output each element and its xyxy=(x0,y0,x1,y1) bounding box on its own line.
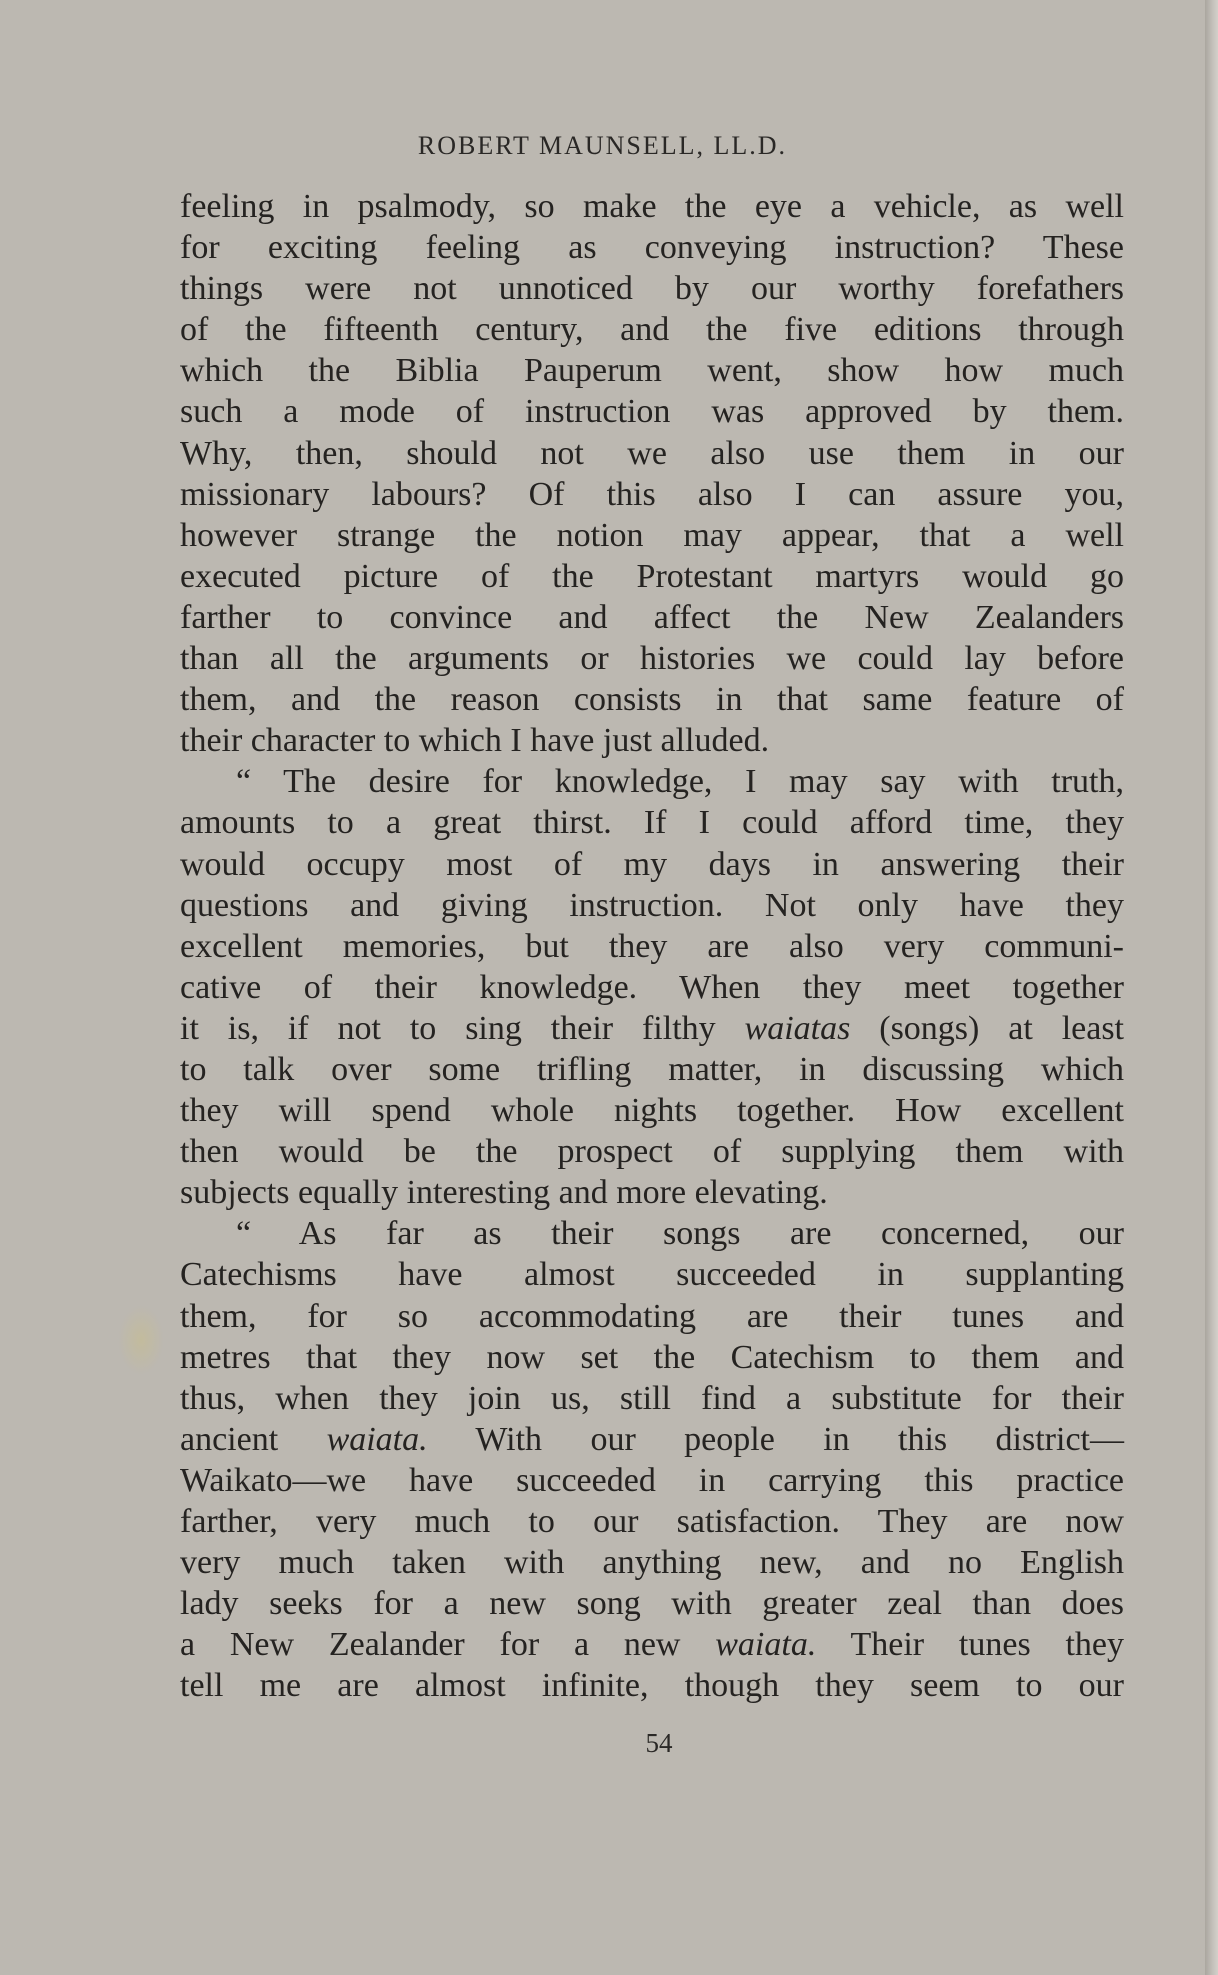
text-line: them, for so accommodating are their tunes and xyxy=(180,1297,1124,1335)
text-line: than all the arguments or histories we could lay before xyxy=(180,640,1124,678)
body-text xyxy=(180,186,1124,1706)
text-run: it is, if not to sing their filthy xyxy=(180,1009,745,1047)
text-line: then would be the prospect of supplying them with xyxy=(180,1133,1124,1171)
text-run: With our people in this district— xyxy=(427,1420,1124,1458)
text-line: for exciting feeling as conveying instruction? These xyxy=(180,229,1124,267)
text-run: (songs) at least xyxy=(850,1009,1124,1047)
text-line-with-italic xyxy=(180,1624,1124,1665)
text-line: Why, then, should not we also use them in our xyxy=(180,434,1124,472)
text-line: feeling in psalmody, so make the eye a vehicle, as well xyxy=(180,188,1124,225)
page-edge-shadow xyxy=(1205,0,1218,1975)
italic-word: waiata. xyxy=(326,1420,428,1458)
text-line: things were not unnoticed by our worthy forefathers xyxy=(180,270,1124,308)
italic-word: waiata. xyxy=(715,1626,817,1664)
paragraph-end-line: subjects equally interesting and more elevating. xyxy=(180,1174,828,1212)
text-line-with-italic xyxy=(180,1419,1124,1460)
italic-word: waiatas xyxy=(744,1009,851,1047)
text-line: cative of their knowledge. When they meet together xyxy=(180,968,1124,1006)
text-line: excellent memories, but they are also very communi- xyxy=(180,927,1124,965)
text-line: of the fifteenth century, and the five editions through xyxy=(180,311,1124,349)
paragraph-start-line: “ As far as their songs are concerned, our xyxy=(236,1215,1124,1253)
text-line: farther to convince and affect the New Zealanders xyxy=(180,598,1124,636)
paper-stain xyxy=(118,1305,164,1375)
text-line: farther, very much to our satisfaction. They are now xyxy=(180,1503,1124,1540)
text-run: ancient xyxy=(180,1420,327,1458)
text-run: Their tunes they xyxy=(816,1626,1124,1664)
text-run: a New Zealander for a new xyxy=(180,1626,716,1664)
text-line: thus, when they join us, still find a substitute for their xyxy=(180,1379,1124,1417)
paragraph-end-line: their character to which I have just alluded. xyxy=(180,722,770,760)
paragraph-start-line: “ The desire for knowledge, I may say with truth, xyxy=(236,763,1124,801)
text-line-with-italic xyxy=(180,1008,1124,1049)
running-head: ROBERT MAUNSELL, LL.D. xyxy=(417,131,788,160)
text-line: metres that they now set the Catechism to them and xyxy=(180,1338,1124,1376)
text-line: questions and giving instruction. Not only have they xyxy=(180,886,1124,924)
text-line: executed picture of the Protestant martyrs would go xyxy=(180,557,1124,595)
text-line: them, and the reason consists in that same feature of xyxy=(180,681,1124,719)
text-line: they will spend whole nights together. How excellent xyxy=(180,1092,1124,1130)
text-line: Waikato—we have succeeded in carrying this practice xyxy=(180,1461,1124,1499)
text-line: amounts to a great thirst. If I could afford time, they xyxy=(180,804,1124,842)
text-line: would occupy most of my days in answering their xyxy=(180,845,1124,883)
text-line: tell me are almost infinite, though they seem to our xyxy=(180,1667,1124,1705)
text-line: which the Biblia Pauperum went, show how much xyxy=(180,352,1124,390)
text-line: very much taken with anything new, and no English xyxy=(180,1544,1124,1582)
text-line: to talk over some trifling matter, in discussing which xyxy=(180,1050,1124,1088)
text-line: lady seeks for a new song with greater zeal than does xyxy=(180,1585,1124,1623)
text-line: such a mode of instruction was approved by them. xyxy=(180,393,1124,431)
page-number: 54 xyxy=(645,1728,673,1758)
text-line: Catechisms have almost succeeded in supplanting xyxy=(180,1256,1124,1294)
text-line: however strange the notion may appear, that a well xyxy=(180,516,1124,554)
text-line: missionary labours? Of this also I can assure you, xyxy=(180,475,1124,513)
